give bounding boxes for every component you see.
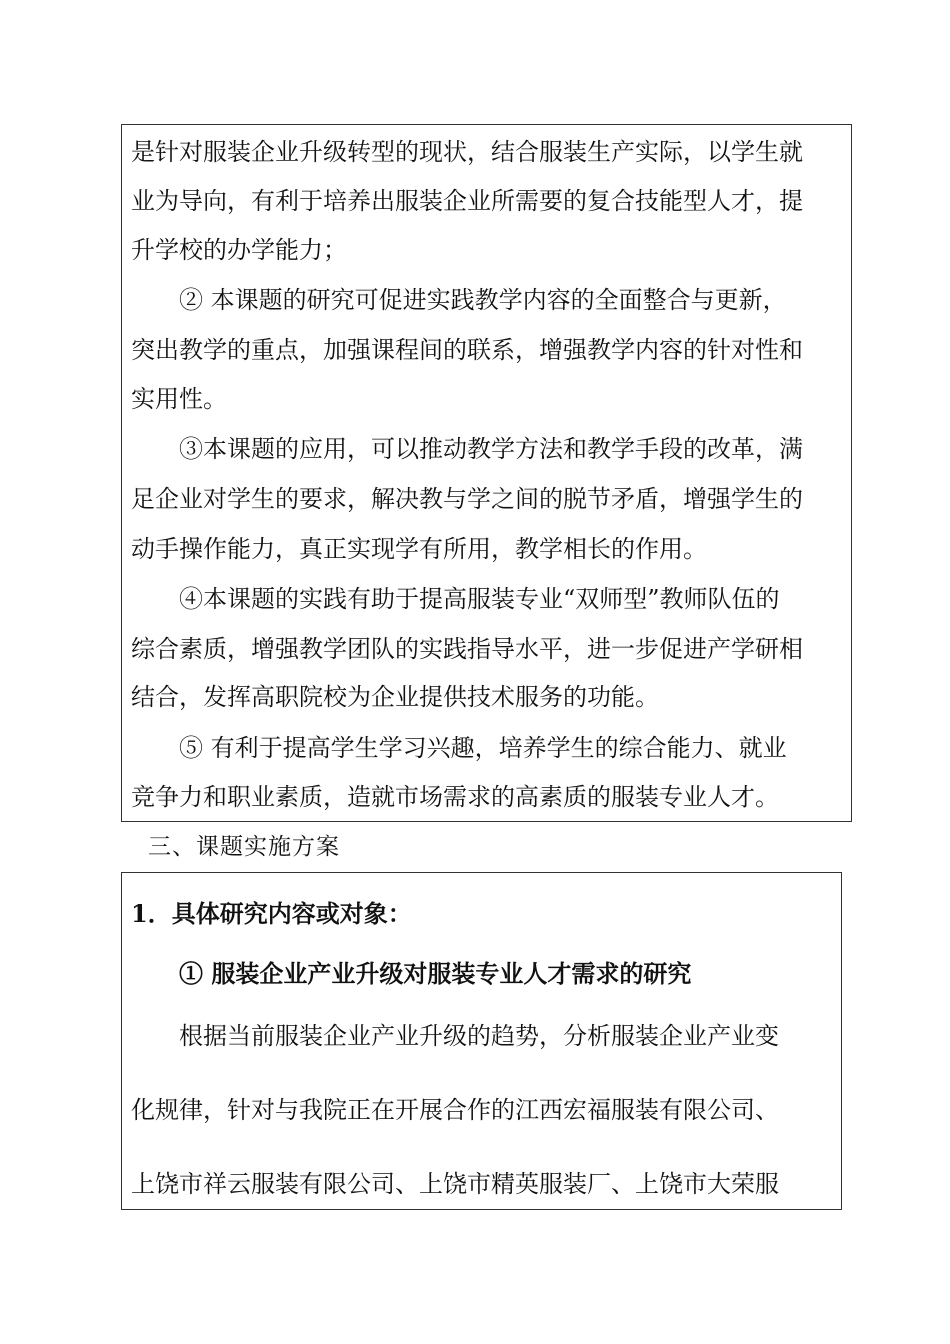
paragraph-line: 竞争力和职业素质，造就市场需求的高素质的服装专业人才。 bbox=[131, 783, 779, 811]
subsection-title: 1．具体研究内容或对象： bbox=[131, 899, 412, 928]
paragraph-line: 结合，发挥高职院校为企业提供技术服务的功能。 bbox=[131, 683, 659, 711]
text-box-benefits bbox=[121, 124, 852, 822]
paragraph-line: 综合素质，增强教学团队的实践指导水平，进一步促进产学研相 bbox=[131, 635, 803, 663]
paragraph-line: ③本课题的应用，可以推动教学方法和教学手段的改革，满 bbox=[179, 435, 803, 463]
paragraph-line: 化规律，针对与我院正在开展合作的江西宏福服装有限公司、 bbox=[131, 1096, 779, 1124]
paragraph-line: 突出教学的重点，加强课程间的联系，增强教学内容的针对性和 bbox=[131, 336, 803, 364]
section-heading: 三、课题实施方案 bbox=[148, 834, 340, 860]
text-box-research-content bbox=[121, 872, 842, 1210]
paragraph-line: ④本课题的实践有助于提高服装专业“双师型”教师队伍的 bbox=[179, 585, 780, 613]
paragraph-line: ⑤ 有利于提高学生学习兴趣，培养学生的综合能力、就业 bbox=[179, 734, 787, 762]
paragraph-line: 是针对服装企业升级转型的现状，结合服装生产实际，以学生就 bbox=[131, 138, 803, 166]
paragraph-line: 业为导向，有利于培养出服装企业所需要的复合技能型人才，提 bbox=[131, 187, 803, 215]
paragraph-line: 升学校的办学能力； bbox=[131, 236, 347, 264]
paragraph-line: 动手操作能力，真正实现学有所用，教学相长的作用。 bbox=[131, 535, 707, 563]
paragraph-line: 上饶市祥云服装有限公司、上饶市精英服装厂、上饶市大荣服 bbox=[131, 1170, 779, 1198]
paragraph-line: ② 本课题的研究可促进实践教学内容的全面整合与更新， bbox=[179, 286, 787, 314]
paragraph-line: 实用性。 bbox=[131, 385, 227, 413]
paragraph-line: 足企业对学生的要求，解决教与学之间的脱节矛盾，增强学生的 bbox=[131, 485, 803, 513]
paragraph-line: 根据当前服装企业产业升级的趋势，分析服装企业产业变 bbox=[179, 1022, 779, 1050]
item-title: ① 服装企业产业升级对服装专业人才需求的研究 bbox=[179, 959, 692, 988]
